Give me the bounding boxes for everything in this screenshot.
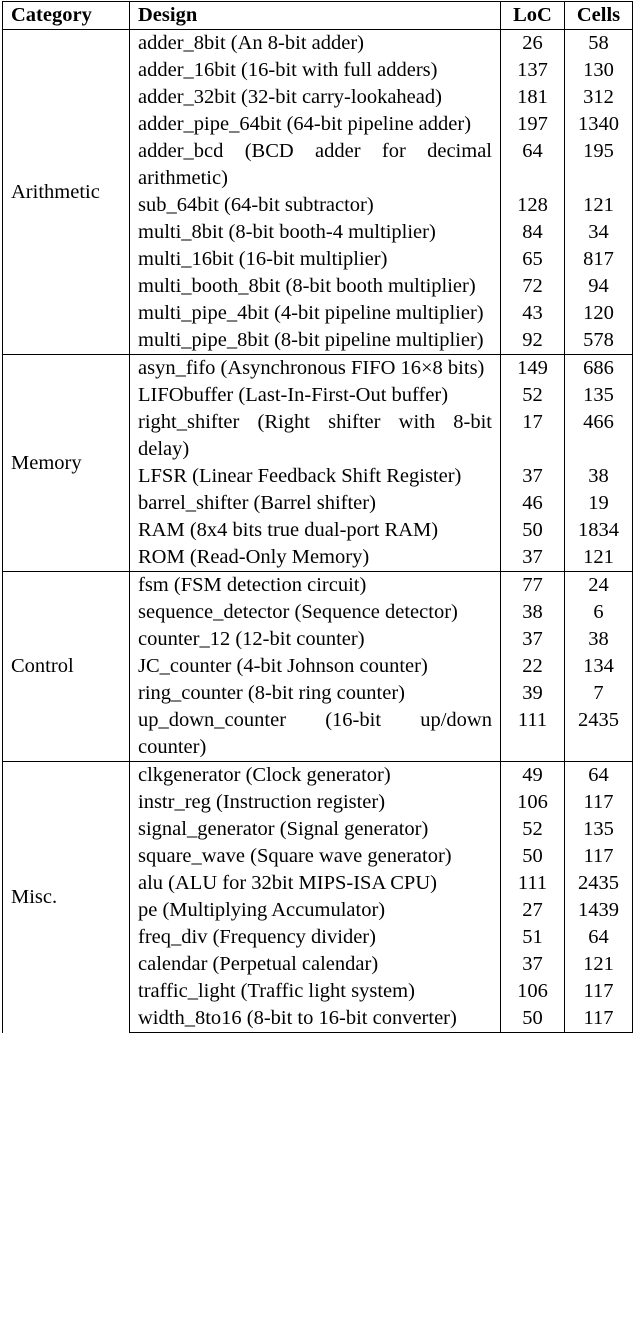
cells-cell: 466 [565, 409, 633, 463]
loc-cell: 77 [501, 572, 565, 600]
loc-cell: 52 [501, 382, 565, 409]
design-cell: ROM (Read-Only Memory) [130, 544, 501, 572]
header-category: Category [3, 2, 130, 30]
loc-cell: 37 [501, 626, 565, 653]
loc-cell: 37 [501, 951, 565, 978]
loc-cell: 37 [501, 463, 565, 490]
cells-cell: 312 [565, 84, 633, 111]
cells-cell: 38 [565, 626, 633, 653]
cells-cell: 686 [565, 355, 633, 383]
header-row [3, 2, 633, 30]
design-cell: signal_generator (Signal generator) [130, 816, 501, 843]
cells-cell: 135 [565, 382, 633, 409]
loc-cell: 50 [501, 843, 565, 870]
loc-cell: 52 [501, 816, 565, 843]
cells-cell: 1439 [565, 897, 633, 924]
design-cell: multi_16bit (16-bit multiplier) [130, 246, 501, 273]
loc-cell: 137 [501, 57, 565, 84]
design-cell: traffic_light (Traffic light system) [130, 978, 501, 1005]
design-cell: alu (ALU for 32bit MIPS-ISA CPU) [130, 870, 501, 897]
cells-cell: 94 [565, 273, 633, 300]
design-cell: asyn_fifo (Asynchronous FIFO 16×8 bits) [130, 355, 501, 383]
cells-cell: 578 [565, 327, 633, 355]
design-cell: LFSR (Linear Feedback Shift Register) [130, 463, 501, 490]
cells-cell: 24 [565, 572, 633, 600]
loc-cell: 197 [501, 111, 565, 138]
table-row [3, 30, 633, 58]
design-cell: multi_pipe_8bit (8-bit pipeline multiplier) [130, 327, 501, 355]
design-cell: sub_64bit (64-bit subtractor) [130, 192, 501, 219]
design-cell: pe (Multiplying Accumulator) [130, 897, 501, 924]
header-loc: LoC [501, 2, 565, 30]
design-cell: barrel_shifter (Barrel shifter) [130, 490, 501, 517]
design-cell: width_8to16 (8-bit to 16-bit converter) [130, 1005, 501, 1033]
cells-cell: 120 [565, 300, 633, 327]
cells-cell: 58 [565, 30, 633, 58]
loc-cell: 51 [501, 924, 565, 951]
loc-cell: 111 [501, 870, 565, 897]
design-cell: adder_16bit (16-bit with full adders) [130, 57, 501, 84]
cells-cell: 2435 [565, 870, 633, 897]
cells-cell: 817 [565, 246, 633, 273]
design-cell: LIFObuffer (Last-In-First-Out buffer) [130, 382, 501, 409]
design-cell: right_shifter (Right shifter with 8-bit delay) [130, 409, 501, 463]
cells-cell: 195 [565, 138, 633, 192]
design-cell: JC_counter (4-bit Johnson counter) [130, 653, 501, 680]
loc-cell: 38 [501, 599, 565, 626]
header-cells: Cells [565, 2, 633, 30]
loc-cell: 49 [501, 762, 565, 790]
cells-cell: 121 [565, 192, 633, 219]
design-cell: instr_reg (Instruction register) [130, 789, 501, 816]
cells-cell: 121 [565, 951, 633, 978]
loc-cell: 17 [501, 409, 565, 463]
design-cell: sequence_detector (Sequence detector) [130, 599, 501, 626]
table-row [3, 355, 633, 383]
cells-cell: 6 [565, 599, 633, 626]
loc-cell: 106 [501, 978, 565, 1005]
design-cell: square_wave (Square wave generator) [130, 843, 501, 870]
loc-cell: 64 [501, 138, 565, 192]
category-cell: Memory [3, 355, 130, 572]
cells-cell: 64 [565, 924, 633, 951]
header-design: Design [130, 2, 501, 30]
design-cell: RAM (8x4 bits true dual-port RAM) [130, 517, 501, 544]
cells-cell: 117 [565, 1005, 633, 1033]
design-cell: counter_12 (12-bit counter) [130, 626, 501, 653]
loc-cell: 50 [501, 517, 565, 544]
design-cell: adder_pipe_64bit (64-bit pipeline adder) [130, 111, 501, 138]
design-cell: ring_counter (8-bit ring counter) [130, 680, 501, 707]
cells-cell: 64 [565, 762, 633, 790]
design-cell: up_down_counter (16-bit up/down counter) [130, 707, 501, 762]
cells-cell: 134 [565, 653, 633, 680]
design-cell: adder_32bit (32-bit carry-lookahead) [130, 84, 501, 111]
cells-cell: 1834 [565, 517, 633, 544]
design-cell: multi_pipe_4bit (4-bit pipeline multiplier) [130, 300, 501, 327]
cells-cell: 117 [565, 789, 633, 816]
cells-cell: 121 [565, 544, 633, 572]
design-cell: multi_booth_8bit (8-bit booth multiplier) [130, 273, 501, 300]
loc-cell: 84 [501, 219, 565, 246]
cells-cell: 7 [565, 680, 633, 707]
category-cell: Control [3, 572, 130, 762]
loc-cell: 39 [501, 680, 565, 707]
cells-cell: 34 [565, 219, 633, 246]
loc-cell: 46 [501, 490, 565, 517]
cells-cell: 130 [565, 57, 633, 84]
design-cell: calendar (Perpetual calendar) [130, 951, 501, 978]
table-body [3, 30, 633, 1033]
design-cell: multi_8bit (8-bit booth-4 multiplier) [130, 219, 501, 246]
loc-cell: 181 [501, 84, 565, 111]
loc-cell: 128 [501, 192, 565, 219]
category-cell: Arithmetic [3, 30, 130, 355]
loc-cell: 92 [501, 327, 565, 355]
cells-cell: 2435 [565, 707, 633, 762]
table-row [3, 572, 633, 600]
cells-cell: 117 [565, 978, 633, 1005]
design-cell: adder_8bit (An 8-bit adder) [130, 30, 501, 58]
cells-cell: 1340 [565, 111, 633, 138]
loc-cell: 149 [501, 355, 565, 383]
loc-cell: 72 [501, 273, 565, 300]
table-row [3, 762, 633, 790]
loc-cell: 43 [501, 300, 565, 327]
loc-cell: 65 [501, 246, 565, 273]
loc-cell: 26 [501, 30, 565, 58]
design-cell: freq_div (Frequency divider) [130, 924, 501, 951]
design-cell: clkgenerator (Clock generator) [130, 762, 501, 790]
cells-cell: 117 [565, 843, 633, 870]
cells-cell: 19 [565, 490, 633, 517]
loc-cell: 27 [501, 897, 565, 924]
loc-cell: 111 [501, 707, 565, 762]
design-cell: fsm (FSM detection circuit) [130, 572, 501, 600]
cells-cell: 135 [565, 816, 633, 843]
loc-cell: 37 [501, 544, 565, 572]
designs-table [2, 1, 633, 1033]
loc-cell: 50 [501, 1005, 565, 1033]
design-cell: adder_bcd (BCD adder for decimal arithmetic) [130, 138, 501, 192]
category-cell: Misc. [3, 762, 130, 1033]
cells-cell: 38 [565, 463, 633, 490]
loc-cell: 106 [501, 789, 565, 816]
loc-cell: 22 [501, 653, 565, 680]
